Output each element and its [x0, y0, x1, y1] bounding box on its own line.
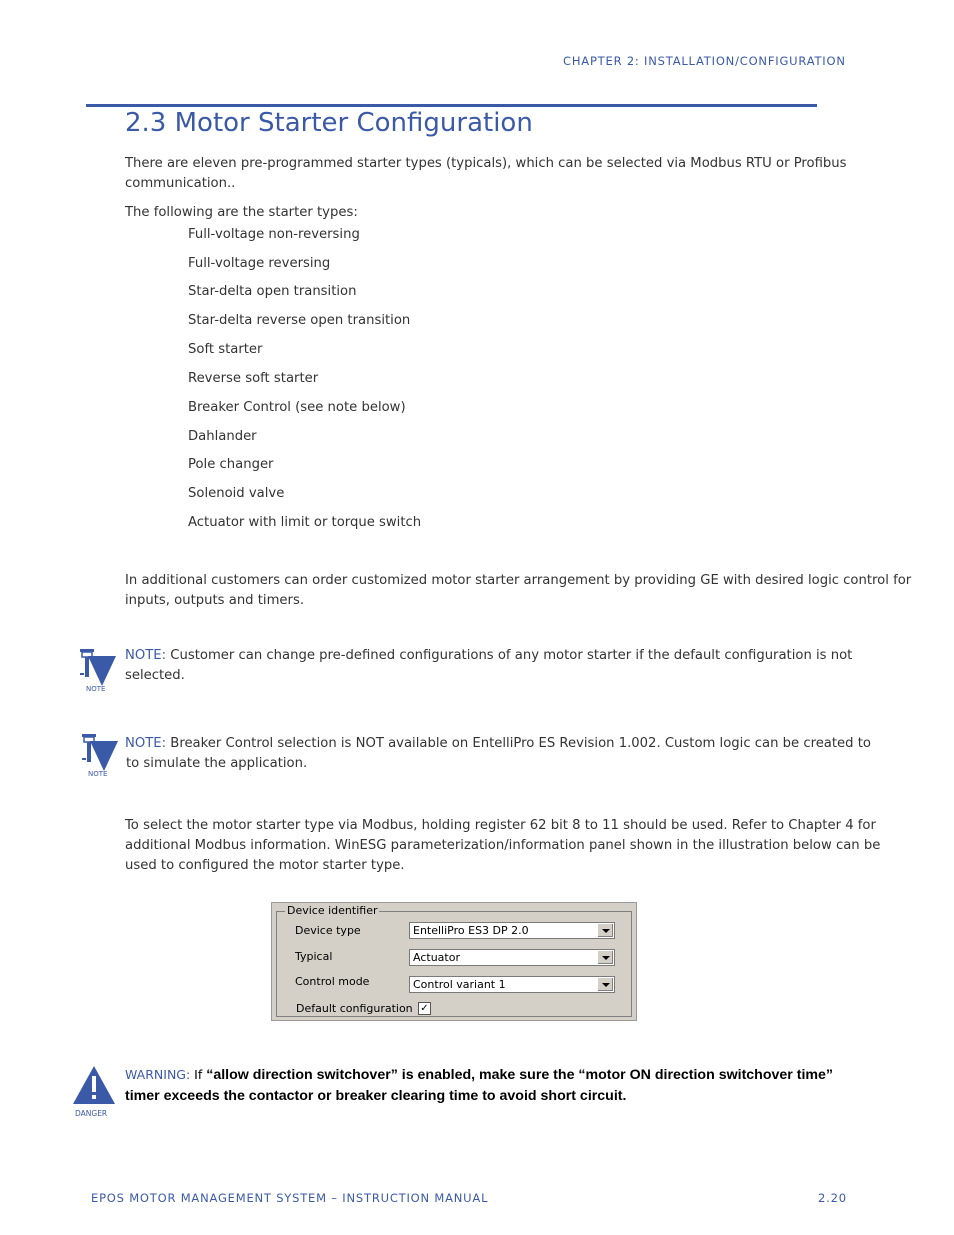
danger-icon-caption: DANGER — [75, 1109, 108, 1118]
starter-type-item: Full-voltage non-reversing — [188, 227, 360, 242]
intro-line-1: There are eleven pre-programmed starter types (typicals), which can be selected via Modbus RTU or Profibus — [125, 156, 847, 171]
typical-label: Typical — [295, 950, 333, 963]
modbus-line-3: used to configured the motor starter type. — [125, 858, 405, 873]
warning-label: WARNING: — [125, 1067, 191, 1082]
typical-value: Actuator — [413, 951, 460, 964]
chevron-down-icon[interactable] — [597, 978, 613, 991]
device-type-select[interactable] — [409, 922, 615, 939]
modbus-line-2: additional Modbus information. WinESG parameterization/information panel shown in the illustration below can be — [125, 838, 881, 853]
intro-paragraph — [125, 154, 885, 194]
warning-line-2: timer exceeds the contactor or breaker clearing time to avoid short circuit. — [125, 1088, 627, 1104]
starter-type-item: Reverse soft starter — [188, 371, 319, 386]
additional-line-1: In additional customers can order customized motor starter arrangement by providing GE with desired logic control for — [125, 573, 912, 588]
starter-type-item: Soft starter — [188, 342, 263, 357]
control-mode-label: Control mode — [295, 975, 370, 988]
note-icon — [78, 731, 122, 783]
control-mode-value: Control variant 1 — [413, 978, 506, 991]
starter-type-item: Star-delta open transition — [188, 284, 357, 299]
starter-type-item: Solenoid valve — [188, 486, 285, 501]
starter-type-item: Full-voltage reversing — [188, 256, 331, 271]
section-title: 2.3 Motor Starter Configuration — [125, 108, 533, 138]
chevron-down-icon[interactable] — [597, 924, 613, 937]
additional-line-2: inputs, outputs and timers. — [125, 593, 305, 608]
note-2-line-1: Breaker Control selection is NOT available on EntelliPro ES Revision 1.002. Custom logic can be created to — [166, 736, 871, 751]
control-mode-select[interactable] — [409, 976, 615, 993]
note-2 — [125, 734, 885, 774]
header-rule — [86, 104, 817, 107]
note-2-label: NOTE: — [125, 736, 167, 751]
default-configuration-checkbox[interactable]: ✓ — [418, 1002, 431, 1015]
modbus-paragraph — [125, 816, 905, 876]
warning-line-1: “allow direction switchover” is enabled, make sure the “motor ON direction switchover time” — [206, 1067, 834, 1083]
default-configuration-label: Default configuration — [296, 1002, 413, 1015]
typical-select[interactable] — [409, 949, 615, 966]
starter-type-item: Actuator with limit or torque switch — [188, 515, 422, 530]
note-icon-caption: NOTE — [86, 685, 106, 693]
starter-type-item: Breaker Control (see note below) — [188, 400, 406, 415]
warning-prefix: If — [190, 1067, 207, 1082]
danger-icon — [70, 1064, 118, 1126]
note-icon — [76, 646, 120, 698]
starter-type-item: Star-delta reverse open transition — [188, 313, 411, 328]
additional-paragraph — [125, 571, 915, 611]
note-1-line-1: Customer can change pre-defined configurations of any motor starter if the default configuration is not — [166, 648, 853, 663]
warning-block — [125, 1064, 885, 1107]
page-number: 2.20 — [818, 1191, 847, 1205]
device-type-label: Device type — [295, 924, 361, 937]
chevron-down-icon[interactable] — [597, 951, 613, 964]
chapter-header: CHAPTER 2: INSTALLATION/CONFIGURATION — [563, 54, 846, 68]
modbus-line-1: To select the motor starter type via Modbus, holding register 62 bit 8 to 11 should be used. Refer to Chapter 4 for — [125, 818, 876, 833]
note-2-line-2: to simulate the application. — [126, 756, 308, 771]
starter-type-item: Dahlander — [188, 429, 257, 444]
note-1 — [125, 646, 885, 686]
device-identifier-panel — [271, 902, 637, 1021]
device-type-value: EntelliPro ES3 DP 2.0 — [413, 924, 529, 937]
note-icon-caption: NOTE — [88, 770, 108, 778]
starter-types-intro: The following are the starter types: — [125, 205, 358, 220]
group-title: Device identifier — [287, 904, 378, 917]
intro-line-2: communication.. — [125, 176, 236, 191]
note-1-label: NOTE: — [125, 648, 167, 663]
note-1-line-2: selected. — [125, 668, 185, 683]
starter-type-item: Pole changer — [188, 457, 274, 472]
footer-title: EPOS MOTOR MANAGEMENT SYSTEM – INSTRUCTION MANUAL — [91, 1191, 489, 1205]
